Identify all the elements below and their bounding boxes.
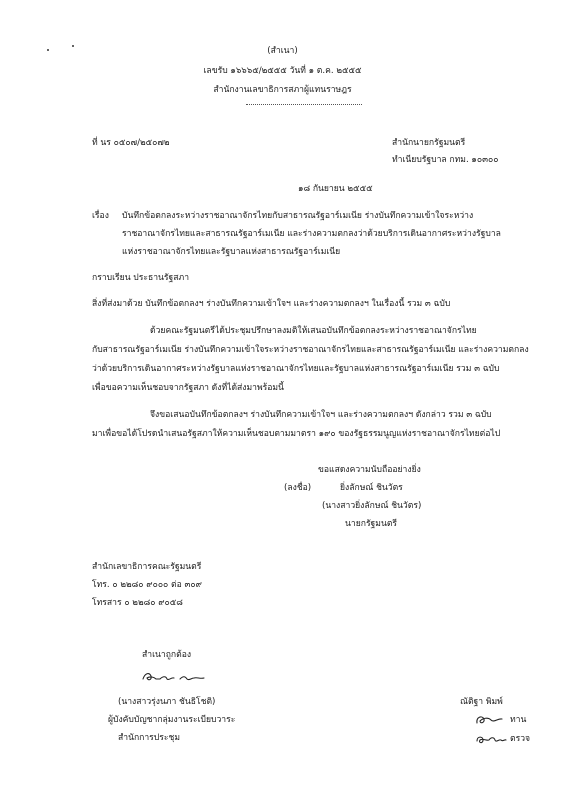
certifier-name: (นางสาวรุ่งนภา ชันธิโชติ): [118, 697, 216, 707]
checker-initials: [474, 732, 508, 746]
contact-office: สำนักเลขาธิการคณะรัฐมนตรี: [92, 562, 202, 572]
signatory-name: ยิ่งลักษณ์ ชินวัตร: [340, 483, 403, 493]
certified-copy-label: สำเนาถูกต้อง: [142, 650, 192, 660]
subject-line: บันทึกข้อตกลงระหว่างราชอาณาจักรไทยกับสาธารณรัฐอาร์เมเนีย ร่างบันทึกความเข้าใจระหว่าง: [122, 211, 474, 221]
certifier-signature: [140, 670, 210, 684]
receipt-line: เลขรับ ๑๖๖๖๕/๒๕๕๕ วันที่ ๑ ต.ค. ๒๕๕๕: [203, 66, 362, 76]
contact-phone: โทร. ๐ ๒๒๘๐ ๙๐๐๐ ต่อ ๓๐๙: [92, 580, 202, 590]
contact-fax: โทรสาร ๐ ๒๒๘๐ ๙๐๕๘: [92, 598, 183, 608]
document-reference: ที่ นร ๐๕๐๗/๒๕๐๗๒: [92, 138, 170, 148]
body-paragraph-line: มาเพื่อขอได้โปรดนำเสนอรัฐสภาให้ความเห็นชอบตามมาตรา ๑๙๐ ของรัฐธรรมนูญแห่งราชอาณาจักรไทยต่อไป: [92, 429, 501, 439]
sender-office: สำนักนายกรัฐมนตรี: [392, 138, 466, 148]
subject-line: แห่งราชอาณาจักรไทยและรัฐบาลแห่งสาธารณรัฐอาร์เมเนีย: [122, 247, 341, 257]
certifier-office: สำนักการประชุม: [118, 733, 180, 743]
certifier-position: ผู้บังคับบัญชากลุ่มงานระเบียบวาระ: [108, 715, 236, 725]
body-paragraph-line: กับสาธารณรัฐอาร์เมเนีย ร่างบันทึกความเข้าใจระหว่างราชอาณาจักรไทยและสาธารณรัฐอาร์เมเนีย และร่างความตกลง: [92, 345, 529, 355]
body-paragraph-line: ด้วยคณะรัฐมนตรีได้ประชุมปรึกษาลงมติให้เสนอบันทึกข้อตกลงระหว่างราชอาณาจักรไทย: [150, 326, 477, 336]
header-divider: [246, 104, 362, 105]
signed-label: (ลงชื่อ): [284, 483, 312, 493]
document-date: ๑๘ กันยายน ๒๕๕๕: [298, 184, 373, 194]
body-paragraph-line: จึงขอเสนอบันทึกข้อตกลงฯ ร่างบันทึกความเข้าใจฯ และร่างความตกลงฯ ดังกล่าว รวม ๓ ฉบับ: [150, 410, 492, 420]
copy-mark: (สำเนา): [267, 46, 298, 56]
reviewer-initials: [474, 712, 508, 726]
signatory-full-name: (นางสาวยิ่งลักษณ์ ชินวัตร): [322, 501, 422, 511]
reviewed-label: ทาน: [510, 715, 527, 725]
receiving-office: สำนักงานเลขาธิการสภาผู้แทนราษฎร: [213, 85, 352, 95]
subject-label: เรื่อง: [92, 211, 109, 221]
signatory-position: นายกรัฐมนตรี: [345, 519, 398, 529]
enclosure: สิ่งที่ส่งมาด้วย บันทึกข้อตกลงฯ ร่างบันทึกความเข้าใจฯ และร่างความตกลงฯ ในเรื่องนี้ รวม ๓ ฉบับ: [92, 299, 451, 309]
checked-label: ตรวจ: [510, 734, 531, 744]
body-paragraph-line: ว่าด้วยบริการเดินอากาศระหว่างรัฐบาลแห่งราชอาณาจักรไทยและรัฐบาลแห่งสาธารณรัฐอาร์เมเนีย รวม ๓ ฉบับ: [92, 364, 500, 374]
salutation: กราบเรียน ประธานรัฐสภา: [92, 273, 190, 283]
sender-address: ทำเนียบรัฐบาล กทม. ๑๐๓๐๐: [392, 155, 499, 165]
body-paragraph-line: เพื่อขอความเห็นชอบจากรัฐสภา ดังที่ได้ส่งมาพร้อมนี้: [92, 383, 284, 393]
subject-line: ราชอาณาจักรไทยและสาธารณรัฐอาร์เมเนีย และร่างความตกลงว่าด้วยบริการเดินอากาศระหว่างรัฐบาล: [122, 229, 501, 239]
typist-label: ณัติฐา พิมพ์: [460, 697, 503, 707]
closing-phrase: ขอแสดงความนับถืออย่างยิ่ง: [318, 465, 421, 475]
